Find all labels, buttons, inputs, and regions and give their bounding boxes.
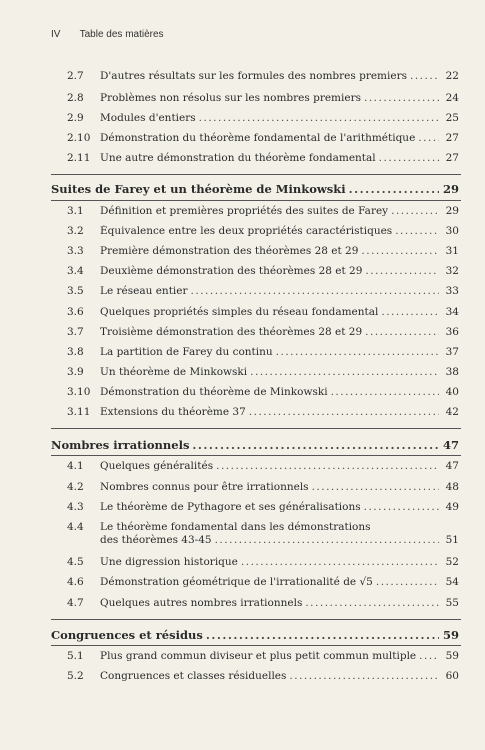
running-header [51, 29, 164, 40]
entry-title: Deuxième démonstration des théorèmes 28 et 29 [100, 265, 363, 277]
entry-title: Quelques généralités [100, 460, 214, 472]
entry-title: Modules d'entiers [100, 112, 196, 124]
entry-number: 3.6 [67, 306, 84, 318]
entry-number: 5.2 [67, 670, 84, 682]
entry-title: Une autre démonstration du théorème fondamental [100, 152, 376, 164]
entry-title: Plus grand commun diviseur et plus petit commun multiple [100, 650, 417, 662]
entry-number: 2.10 [67, 132, 91, 144]
entry-title: Démonstration du théorème de Minkowski [100, 386, 328, 398]
entry-number: 2.7 [67, 70, 84, 82]
entry-number: 3.3 [67, 245, 84, 257]
chapter-page: 59 [442, 628, 459, 642]
entry-number: 3.5 [67, 285, 84, 297]
entry-title: Quelques propriétés simples du réseau fondamental [100, 306, 379, 318]
entry-number: 4.1 [67, 460, 84, 472]
entry-number: 3.2 [67, 225, 84, 237]
entry-title: Équivalence entre les deux propriétés caractéristiques [100, 225, 393, 237]
entry-title: Une digression historique [100, 556, 238, 568]
divider [51, 428, 461, 429]
entry-title: Le réseau entier [100, 285, 188, 297]
entry-title: Congruences et classes résiduelles [100, 670, 287, 682]
entry-page: 34 [445, 306, 459, 318]
entry-title: Problèmes non résolus sur les nombres premiers [100, 92, 361, 104]
divider [51, 174, 461, 175]
entry-number: 5.1 [67, 650, 84, 662]
entry-number: 4.7 [67, 597, 84, 609]
entry-title: Un théorème de Minkowski [100, 366, 248, 378]
entry-page: 40 [445, 386, 459, 398]
entry-title: Nombres connus pour être irrationnels [100, 481, 309, 493]
entry-page: 36 [445, 326, 459, 338]
entry-page: 60 [445, 670, 459, 682]
entry-number: 4.6 [67, 576, 84, 588]
divider [51, 200, 461, 201]
entry-page: 49 [445, 501, 459, 513]
entry-page: 24 [445, 92, 459, 104]
entry-page: 29 [445, 205, 459, 217]
entry-title: Extensions du théorème 37 [100, 406, 246, 418]
entry-page: 55 [445, 597, 459, 609]
entry-number: 2.11 [67, 152, 91, 164]
entry-title: Troisième démonstration des théorèmes 28 et 29 [100, 326, 363, 338]
entry-page: 38 [445, 366, 459, 378]
entry-number: 3.10 [67, 386, 91, 398]
entry-page: 30 [445, 225, 459, 237]
entry-number: 4.3 [67, 501, 84, 513]
entry-page: 52 [445, 556, 459, 568]
entry-title: Démonstration géométrique de l'irrationalité de √5 [100, 576, 373, 588]
entry-page: 31 [445, 245, 459, 257]
entry-title-line-1: Le théorème fondamental dans les démonstrations [100, 521, 371, 533]
entry-title-line-2: des théorèmes 43-45 [100, 534, 212, 546]
entry-page: 27 [445, 152, 459, 164]
entry-page: 59 [445, 650, 459, 662]
divider [51, 455, 461, 456]
chapter-page: 29 [442, 182, 459, 196]
chapter-title: Suites de Farey et un théorème de Minkowski [51, 183, 346, 196]
entry-title: Quelques autres nombres irrationnels [100, 597, 303, 609]
chapter-title: Congruences et résidus [51, 629, 203, 642]
entry-number: 3.11 [67, 406, 91, 418]
entry-page: 27 [445, 132, 459, 144]
entry-title: Démonstration du théorème fondamental de l'arithmétique [100, 132, 416, 144]
entry-number: 2.8 [67, 92, 84, 104]
entry-page: 37 [445, 346, 459, 358]
header-title: Table des matières [79, 29, 164, 40]
entry-title: D'autres résultats sur les formules des nombres premiers [100, 70, 407, 82]
entry-page: 42 [445, 406, 459, 418]
header-page-number: IV [51, 29, 61, 40]
entry-number: 3.9 [67, 366, 84, 378]
entry-page: 22 [445, 70, 459, 82]
entry-page: 33 [445, 285, 459, 297]
entry-number: 4.5 [67, 556, 84, 568]
entry-title: Première démonstration des théorèmes 28 et 29 [100, 245, 359, 257]
entry-number: 3.1 [67, 205, 84, 217]
entry-page: 48 [445, 481, 459, 493]
entry-number: 4.2 [67, 481, 84, 493]
entry-title: Définition et premières propriétés des suites de Farey [100, 205, 389, 217]
entry-page: 25 [445, 112, 459, 124]
entry-title: Le théorème de Pythagore et ses généralisations [100, 501, 361, 513]
entry-page: 32 [445, 265, 459, 277]
divider [51, 645, 461, 646]
entry-number: 4.4 [67, 521, 84, 533]
entry-page: 51 [445, 534, 459, 546]
chapter-page: 47 [442, 438, 459, 452]
entry-number: 3.4 [67, 265, 84, 277]
divider [51, 619, 461, 620]
entry-page: 47 [445, 460, 459, 472]
entry-number: 3.8 [67, 346, 84, 358]
entry-number: 3.7 [67, 326, 84, 338]
entry-number: 2.9 [67, 112, 84, 124]
entry-title: La partition de Farey du continu [100, 346, 273, 358]
entry-page: 54 [445, 576, 459, 588]
chapter-title: Nombres irrationnels [51, 439, 190, 452]
